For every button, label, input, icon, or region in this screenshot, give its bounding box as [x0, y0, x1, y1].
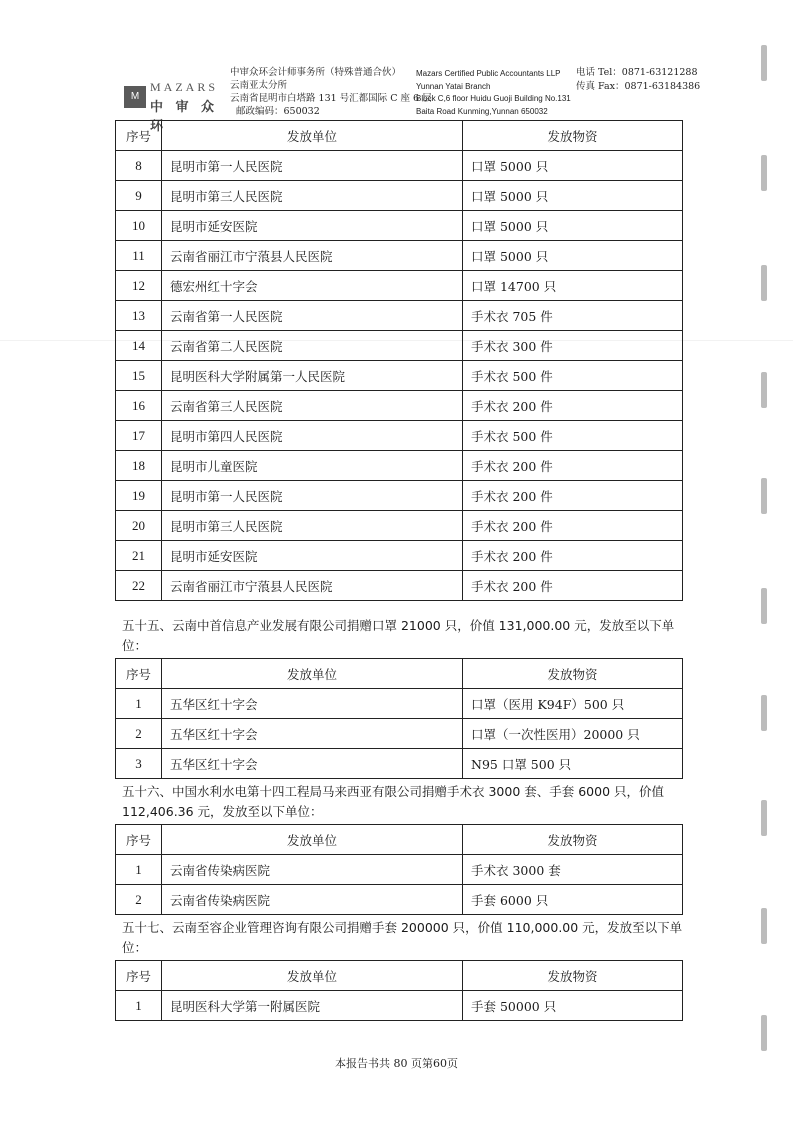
row-number: 21: [116, 541, 162, 571]
row-number: 16: [116, 391, 162, 421]
row-unit: 云南省第一人民医院: [162, 301, 463, 331]
address-en-1: Block C,6 floor Huidu Guoji Building No.131: [416, 94, 571, 103]
table-row: [116, 451, 683, 481]
address-chinese: [230, 66, 432, 118]
row-item: 手术衣 500 件: [463, 421, 683, 451]
row-number: 13: [116, 301, 162, 331]
row-unit: 昆明市延安医院: [162, 211, 463, 241]
row-item: 口罩 5000 只: [463, 181, 683, 211]
table-row: [116, 331, 683, 361]
row-item: 口罩（一次性医用）20000 只: [463, 719, 683, 749]
table-row: [116, 541, 683, 571]
col-header-unit: 发放单位: [162, 121, 463, 151]
mazars-logo: [120, 74, 224, 134]
row-number: 14: [116, 331, 162, 361]
col-header-item: 发放物资: [463, 121, 683, 151]
row-unit: 昆明市第四人民医院: [162, 421, 463, 451]
section-57-text: 五十七、云南至容企业管理咨询有限公司捐赠手套 200000 只，价值 110,000.00 元，发放至以下单位：: [122, 920, 683, 955]
row-number: 8: [116, 151, 162, 181]
table-row: [116, 855, 683, 885]
row-item: 手套 50000 只: [463, 991, 683, 1021]
row-number: 3: [116, 749, 162, 779]
row-unit: 昆明市儿童医院: [162, 451, 463, 481]
col-header-unit: 发放单位: [162, 659, 463, 689]
binding-mark: [761, 800, 767, 836]
row-item: 手术衣 300 件: [463, 331, 683, 361]
binding-mark: [761, 908, 767, 944]
col-header-unit: 发放单位: [162, 961, 463, 991]
row-number: 17: [116, 421, 162, 451]
row-unit: 昆明市第三人民医院: [162, 181, 463, 211]
col-header-num: 序号: [116, 121, 162, 151]
col-header-num: 序号: [116, 961, 162, 991]
logo-mark: M: [124, 86, 146, 108]
table-header-row: [116, 961, 683, 991]
row-unit: 昆明市第一人民医院: [162, 481, 463, 511]
table-row: [116, 391, 683, 421]
table-row: [116, 211, 683, 241]
row-number: 2: [116, 719, 162, 749]
binding-mark: [761, 265, 767, 301]
row-unit: 昆明医科大学第一附属医院: [162, 991, 463, 1021]
address-en-2: Baita Road Kunming,Yunnan 650032: [416, 106, 548, 116]
row-unit: 昆明市第三人民医院: [162, 511, 463, 541]
table-row: [116, 689, 683, 719]
row-unit: 云南省丽江市宁蒗县人民医院: [162, 571, 463, 601]
firm-name-cn: 中审众环会计师事务所（特殊普通合伙）: [230, 67, 402, 78]
table-row: [116, 481, 683, 511]
binding-mark: [761, 1015, 767, 1051]
section-56-text: 五十六、中国水利水电第十四工程局马来西亚有限公司捐赠手术衣 3000 套、手套 6000 只，价值 112,406.36 元，发放至以下单位：: [122, 784, 665, 819]
table-row: [116, 749, 683, 779]
row-unit: 五华区红十字会: [162, 749, 463, 779]
address-cn: 云南省昆明市白塔路 131 号汇都国际 C 座 6 层: [230, 93, 432, 104]
row-item: 口罩 5000 只: [463, 211, 683, 241]
row-unit: 五华区红十字会: [162, 689, 463, 719]
row-item: 手套 6000 只: [463, 885, 683, 915]
letterhead: [120, 66, 720, 134]
row-number: 1: [116, 689, 162, 719]
binding-mark: [761, 588, 767, 624]
row-unit: 昆明医科大学附属第一人民医院: [162, 361, 463, 391]
postcode-cn: 邮政编码：650032: [236, 106, 320, 117]
table-row: [116, 151, 683, 181]
row-item: 手术衣 200 件: [463, 451, 683, 481]
branch-name-cn: 云南亚太分所: [230, 80, 288, 91]
row-item: 口罩 5000 只: [463, 241, 683, 271]
row-number: 1: [116, 991, 162, 1021]
row-number: 22: [116, 571, 162, 601]
row-unit: 五华区红十字会: [162, 719, 463, 749]
distribution-table-55: [115, 658, 683, 779]
col-header-num: 序号: [116, 825, 162, 855]
section-55-text: 五十五、云南中首信息产业发展有限公司捐赠口罩 21000 只，价值 131,000.00 元，发放至以下单位：: [122, 618, 675, 653]
table-header-row: [116, 659, 683, 689]
row-item: 手术衣 200 件: [463, 571, 683, 601]
col-header-item: 发放物资: [463, 961, 683, 991]
row-unit: 云南省第二人民医院: [162, 331, 463, 361]
row-unit: 昆明市第一人民医院: [162, 151, 463, 181]
table-row: [116, 301, 683, 331]
row-unit: 昆明市延安医院: [162, 541, 463, 571]
table-row: [116, 181, 683, 211]
table-row: [116, 271, 683, 301]
row-number: 19: [116, 481, 162, 511]
row-number: 2: [116, 885, 162, 915]
table-row: [116, 361, 683, 391]
row-item: 手术衣 200 件: [463, 481, 683, 511]
row-number: 11: [116, 241, 162, 271]
binding-mark: [761, 478, 767, 514]
distribution-table-56: [115, 824, 683, 915]
row-item: 口罩（医用 K94F）500 只: [463, 689, 683, 719]
table-row: [116, 991, 683, 1021]
phone: 电话 Tel：0871-63121288: [576, 67, 698, 78]
logo-wordmark: MAZARS: [150, 80, 219, 94]
row-number: 1: [116, 855, 162, 885]
row-item: 手术衣 3000 套: [463, 855, 683, 885]
contact-info: [576, 66, 700, 94]
table-row: [116, 511, 683, 541]
row-unit: 云南省丽江市宁蒗县人民医院: [162, 241, 463, 271]
row-number: 12: [116, 271, 162, 301]
binding-mark: [761, 45, 767, 81]
row-item: 口罩 5000 只: [463, 151, 683, 181]
table-row: [116, 719, 683, 749]
col-header-unit: 发放单位: [162, 825, 463, 855]
row-item: 口罩 14700 只: [463, 271, 683, 301]
col-header-item: 发放物资: [463, 825, 683, 855]
branch-name-en: Yunnan Yatai Branch: [416, 81, 491, 91]
row-item: 手术衣 200 件: [463, 541, 683, 571]
row-unit: 云南省传染病医院: [162, 885, 463, 915]
row-number: 20: [116, 511, 162, 541]
row-number: 15: [116, 361, 162, 391]
firm-name-en: Mazars Certified Public Accountants LLP: [416, 69, 561, 78]
binding-mark: [761, 155, 767, 191]
row-item: 手术衣 500 件: [463, 361, 683, 391]
col-header-num: 序号: [116, 659, 162, 689]
row-number: 10: [116, 211, 162, 241]
row-item: 手术衣 705 件: [463, 301, 683, 331]
table-header-row: [116, 121, 683, 151]
row-number: 18: [116, 451, 162, 481]
table-header-row: [116, 825, 683, 855]
distribution-table-54-continued: [115, 120, 683, 601]
fax: 传真 Fax：0871-63184386: [576, 81, 701, 92]
page-footer: 本报告书共 80 页第60页: [335, 1057, 458, 1070]
table-row: [116, 571, 683, 601]
distribution-table-57: [115, 960, 683, 1021]
binding-mark: [761, 695, 767, 731]
row-number: 9: [116, 181, 162, 211]
row-item: N95 口罩 500 只: [463, 749, 683, 779]
table-row: [116, 421, 683, 451]
table-row: [116, 885, 683, 915]
address-english: [416, 68, 571, 118]
row-item: 手术衣 200 件: [463, 391, 683, 421]
col-header-item: 发放物资: [463, 659, 683, 689]
row-unit: 云南省传染病医院: [162, 855, 463, 885]
row-item: 手术衣 200 件: [463, 511, 683, 541]
row-unit: 云南省第三人民医院: [162, 391, 463, 421]
logo-chinese: 中 审 众 环: [150, 100, 219, 134]
row-unit: 德宏州红十字会: [162, 271, 463, 301]
table-row: [116, 241, 683, 271]
binding-mark: [761, 372, 767, 408]
